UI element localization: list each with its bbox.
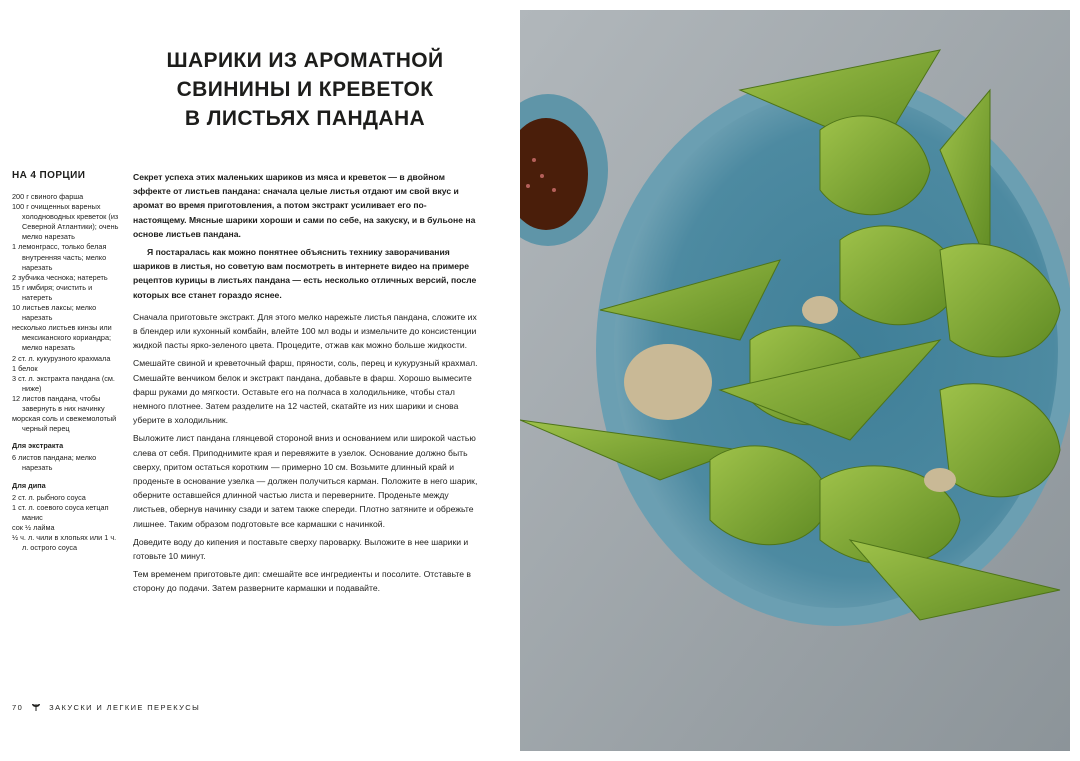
servings-label: НА 4 ПОРЦИИ — [12, 170, 86, 181]
recipe-title — [150, 46, 460, 133]
ingredient-list — [12, 192, 124, 553]
method-step: Тем временем приготовьте дип: смешайте все ингредиенты и посолите. Отставьте в сторону до подачи. Затем разверните кармашки и подавайте. — [133, 569, 471, 594]
page-number: 70 — [12, 703, 24, 712]
intro-paragraph: Секрет успеха этих маленьких шариков из мяса и креветок — в двойном эффекте от листьев пандана: сначала целые листья отдают им свой вкус и аромат во время приготовления, а потом экстракт усиливает его по-настоящему. Мясные шарики хороши и сами по себе, на закуску, и в бульоне на основе листьев пандана. — [133, 172, 476, 239]
ingredient-item: 15 г имбиря; очистить и натереть — [12, 282, 93, 302]
intro-paragraph: Я постаралась как можно понятнее объяснить технику заворачивания шариков в листья, но советую вам посмотреть в интернете видео на примере рецептов курицы в листьях пандана — есть несколько отличных версий, после которых все станет гораздо яснее. — [133, 247, 477, 300]
ingredient-item: 2 ст. л. рыбного соуса — [12, 492, 86, 502]
ingredient-item: сок ½ лайма — [12, 522, 55, 532]
dish-photo — [520, 10, 1070, 751]
title-line: ШАРИКИ ИЗ АРОМАТНОЙ — [166, 49, 444, 72]
ingredient-item: 2 ст. л. кукурузного крахмала — [12, 353, 111, 363]
ingredient-item: 6 листов пандана; мелко нарезать — [12, 453, 97, 473]
leaf-ornament-icon — [31, 703, 41, 712]
ingredient-item: 200 г свиного фарша — [12, 192, 84, 201]
ingredient-item: 1 белок — [12, 363, 38, 373]
method-step: Смешайте свиной и креветочный фарш, пряности, соль, перец и кукурузный крахмал. Смешайте венчиком белок и экстракт пандана, добавьте в фарш. Хорошо вымесите фарш руками до мягкости. Оставьте его на полчаса в холодильнике, чтобы стал немного плотнее. Затем разделите на 12 частей, скатайте из них шарики и снова уберите в холодильник. — [133, 358, 478, 426]
dip-heading: Для дипа — [12, 480, 46, 490]
title-line: СВИНИНЫ И КРЕВЕТОК — [176, 78, 434, 101]
title-line: В ЛИСТЬЯХ ПАНДАНА — [184, 107, 426, 130]
ingredient-item: 3 ст. л. экстракта пандана (см. ниже) — [12, 373, 115, 393]
page-footer — [12, 703, 200, 712]
extract-heading: Для экстракта — [12, 441, 64, 451]
ingredient-item: 10 листьев лаксы; мелко нарезать — [12, 303, 97, 323]
ingredient-item: несколько листьев кинзы или мексиканского кориандра; мелко нарезать — [12, 323, 112, 353]
section-name: ЗАКУСКИ И ЛЕГКИЕ ПЕРЕКУСЫ — [49, 703, 201, 712]
ingredient-item: 2 зубчика чеснока; натереть — [12, 272, 108, 282]
ingredient-item: 1 лемонграсс, только белая внутренняя часть; мелко нарезать — [12, 242, 107, 272]
ingredients-sidebar — [12, 170, 124, 553]
method-step: Доведите воду до кипения и поставьте сверху пароварку. Выложите в нее шарики и готовьте 10 минут. — [133, 536, 469, 562]
method-step: Выложите лист пандана глянцевой стороной вниз и основанием или широкой частью слева от себя. Приподнимите края и перевяжите в узелок. Основание должно быть сверху, притом остаться коротким — примерно 10 см. Возьмите длинный край и проденьте в основание узелка — должен получиться карман. Положите в него шарик, оберните оставшейся длинной частью листа и переверните. Проденьте между листьев, обернув начинку сзади и затем также спереди. Плотно затяните и обрежьте лишнее. Таким образом подготовьте все кармашки с начинкой. — [133, 433, 478, 529]
ingredient-item: 100 г очищенных вареных холодноводных креветок (из Северной Атлантики); очень мелко нарезать — [12, 202, 119, 242]
ingredient-item: 1 ст. л. соевого соуса кетцап манис — [12, 502, 109, 522]
method-step: Сначала приготовьте экстракт. Для этого мелко нарежьте листья пандана, сложите их в блендер или кухонный комбайн, влейте 100 мл воды и измельчите до консистенции жидкой пасты ярко-зеленого цвета. Процедите, отжав как можно больше жидкости. — [133, 311, 477, 351]
recipe-body — [133, 170, 478, 600]
ingredient-item: 12 листов пандана, чтобы завернуть в них начинку — [12, 393, 105, 413]
ingredient-item: ½ ч. л. чили в хлопьях или 1 ч. л. острого соуса — [12, 533, 117, 553]
ingredient-item: морская соль и свежемолотый черный перец — [12, 414, 117, 434]
